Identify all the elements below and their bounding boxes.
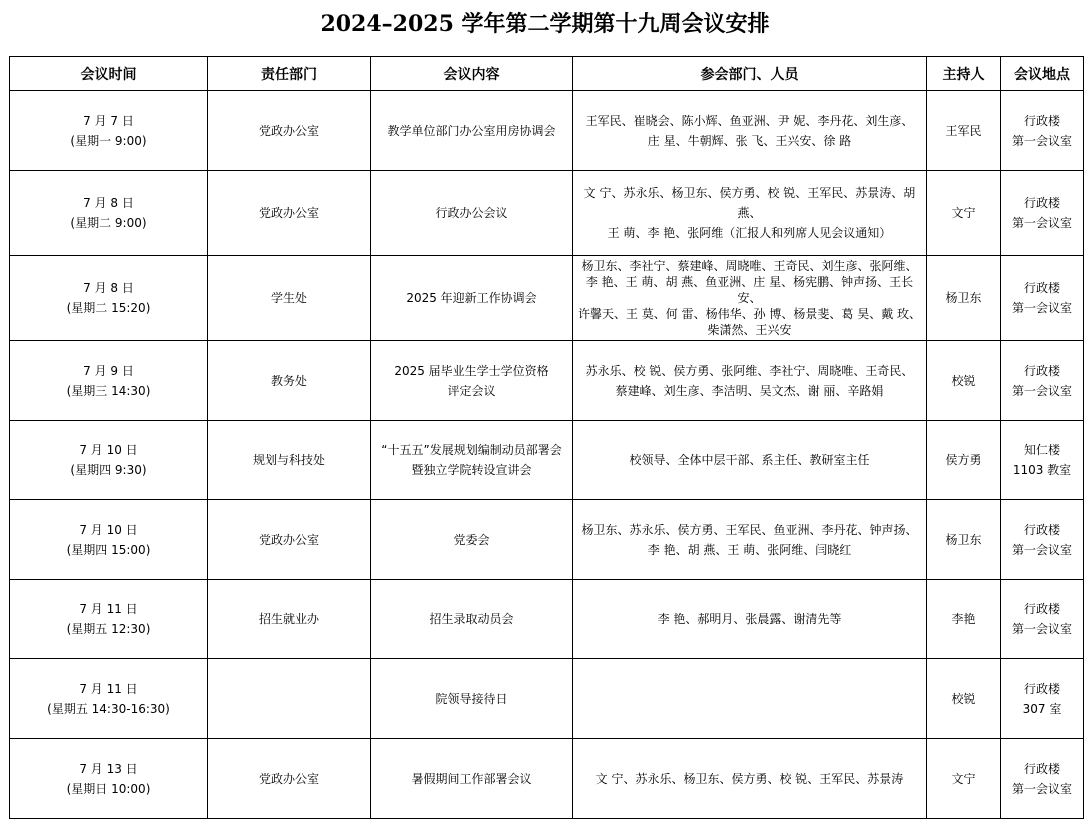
location-room: 第一会议室 [1011, 301, 1072, 315]
attendees-cell [573, 256, 927, 341]
header-content: 会议内容 [371, 57, 573, 91]
location-building: 行政楼 [1023, 681, 1060, 696]
attendees-cell [573, 421, 927, 500]
content-line: 评定会议 [447, 383, 496, 398]
location-building: 行政楼 [1023, 602, 1060, 616]
attendees-cell [573, 500, 927, 580]
attendees-line: 文 宁、苏永乐、杨卫东、侯方勇、校 锐、王军民、苏景涛 [595, 771, 904, 786]
meeting-weekday-time: (星期四 9:30) [70, 463, 147, 477]
content-cell [371, 421, 573, 500]
host-cell: 王军民 [927, 91, 1001, 171]
table-row [10, 91, 1084, 171]
content-line: 招生录取动员会 [429, 612, 514, 626]
department-cell: 党政办公室 [208, 171, 371, 256]
meeting-date: 7 月 10 日 [79, 522, 138, 537]
page-title: 2024–2025 学年第二学期第十九周会议安排 [320, 11, 770, 37]
attendees-line: 柴潇然、王兴安 [707, 323, 792, 337]
attendees-line: 王军民、崔晓会、陈小辉、鱼亚洲、尹 妮、李丹花、刘生彦、 [585, 113, 914, 128]
content-line: 党委会 [453, 532, 490, 547]
location-cell [1001, 739, 1084, 819]
meeting-weekday-time: (星期二 15:20) [66, 301, 151, 315]
content-cell [371, 256, 573, 341]
meeting-time-cell [10, 739, 208, 819]
content-line: “十五五”发展规划编制动员部署会 [381, 443, 562, 457]
location-cell [1001, 659, 1084, 739]
location-building: 行政楼 [1023, 522, 1060, 537]
content-line: 暨独立学院转设宣讲会 [411, 463, 532, 477]
meeting-weekday-time: (星期四 15:00) [66, 542, 151, 557]
meeting-weekday-time: (星期五 12:30) [66, 622, 151, 636]
meeting-time-cell [10, 91, 208, 171]
department-cell: 教务处 [208, 341, 371, 421]
table-header-row [10, 57, 1084, 91]
meeting-time-cell [10, 256, 208, 341]
content-line: 2025 年迎新工作协调会 [406, 291, 537, 305]
location-room: 第一会议室 [1011, 216, 1072, 230]
department-cell [208, 659, 371, 739]
meeting-weekday-time: (星期五 14:30-16:30) [47, 701, 170, 716]
attendees-cell [573, 580, 927, 659]
table-row [10, 500, 1084, 580]
location-room: 第一会议室 [1011, 133, 1072, 148]
meeting-time-cell [10, 341, 208, 421]
meeting-time-cell [10, 659, 208, 739]
meeting-weekday-time: (星期日 10:00) [66, 781, 151, 796]
department-cell: 学生处 [208, 256, 371, 341]
meeting-date: 7 月 10 日 [79, 443, 138, 457]
location-cell [1001, 341, 1084, 421]
table-row [10, 659, 1084, 739]
meeting-time-cell [10, 421, 208, 500]
location-cell [1001, 421, 1084, 500]
attendees-line: 杨卫东、李社宁、蔡建峰、周晓唯、王奇民、刘生彦、张阿维、 [581, 259, 918, 273]
content-cell [371, 739, 573, 819]
location-cell [1001, 171, 1084, 256]
host-cell: 杨卫东 [927, 256, 1001, 341]
location-room: 第一会议室 [1011, 781, 1072, 796]
content-cell [371, 91, 573, 171]
table-row [10, 341, 1084, 421]
table-row [10, 739, 1084, 819]
location-building: 行政楼 [1023, 196, 1060, 210]
content-line: 院领导接待日 [435, 691, 508, 706]
meeting-weekday-time: (星期三 14:30) [66, 383, 151, 398]
header-host: 主持人 [927, 57, 1001, 91]
attendees-line: 苏永乐、校 锐、侯方勇、张阿维、李社宁、周晓唯、王奇民、 [585, 363, 914, 378]
department-cell: 招生就业办 [208, 580, 371, 659]
meeting-time-cell [10, 171, 208, 256]
attendees-cell [573, 91, 927, 171]
meeting-date: 7 月 9 日 [83, 363, 134, 378]
location-cell [1001, 91, 1084, 171]
attendees-line: 蔡建峰、刘生彦、李洁明、吴文杰、谢 丽、辛路娟 [615, 383, 884, 398]
meeting-date: 7 月 7 日 [83, 113, 134, 128]
meeting-date: 7 月 11 日 [79, 681, 138, 696]
attendees-line: 杨卫东、苏永乐、侯方勇、王军民、鱼亚洲、李丹花、钟声扬、 [581, 522, 918, 537]
content-cell [371, 659, 573, 739]
table-row [10, 171, 1084, 256]
department-cell: 党政办公室 [208, 500, 371, 580]
attendees-line: 王 萌、李 艳、张阿维（汇报人和列席人见会议通知） [607, 226, 892, 240]
meeting-weekday-time: (星期一 9:00) [70, 133, 147, 148]
content-cell [371, 500, 573, 580]
host-cell: 侯方勇 [927, 421, 1001, 500]
content-cell [371, 171, 573, 256]
attendees-cell [573, 341, 927, 421]
header-time: 会议时间 [10, 57, 208, 91]
meeting-date: 7 月 13 日 [79, 761, 138, 776]
attendees-line: 许馨天、王 莫、何 雷、杨伟华、孙 博、杨景斐、葛 昊、戴 玫、 [577, 307, 922, 321]
host-cell: 校锐 [927, 341, 1001, 421]
attendees-cell [573, 659, 927, 739]
host-cell: 文宁 [927, 171, 1001, 256]
table-row [10, 256, 1084, 341]
attendees-line: 李 艳、胡 燕、王 萌、张阿维、闫晓红 [647, 542, 852, 557]
host-cell: 文宁 [927, 739, 1001, 819]
location-room: 第一会议室 [1011, 542, 1072, 557]
host-cell: 校锐 [927, 659, 1001, 739]
attendees-cell [573, 171, 927, 256]
table-row [10, 580, 1084, 659]
content-line: 暑假期间工作部署会议 [411, 771, 532, 786]
attendees-cell [573, 739, 927, 819]
location-building: 知仁楼 [1023, 443, 1060, 457]
attendees-line: 李 艳、郝明月、张晨露、谢清先等 [657, 612, 842, 626]
department-cell: 党政办公室 [208, 91, 371, 171]
attendees-line: 李 艳、王 萌、胡 燕、鱼亚洲、庄 星、杨宪鹏、钟声扬、王长安、 [585, 275, 914, 305]
attendees-line: 校领导、全体中层干部、系主任、教研室主任 [629, 453, 870, 467]
header-department: 责任部门 [208, 57, 371, 91]
location-cell [1001, 580, 1084, 659]
location-room: 307 室 [1022, 701, 1062, 716]
content-line: 行政办公会议 [435, 206, 508, 220]
location-building: 行政楼 [1023, 281, 1060, 295]
meeting-time-cell [10, 500, 208, 580]
department-cell: 规划与科技处 [208, 421, 371, 500]
location-cell [1001, 500, 1084, 580]
content-line: 教学单位部门办公室用房协调会 [387, 123, 556, 138]
department-cell: 党政办公室 [208, 739, 371, 819]
host-cell: 杨卫东 [927, 500, 1001, 580]
location-room: 第一会议室 [1011, 622, 1072, 636]
meeting-date: 7 月 8 日 [83, 196, 134, 210]
meeting-date: 7 月 11 日 [79, 602, 138, 616]
content-line: 2025 届毕业生学士学位资格 [394, 363, 549, 378]
location-building: 行政楼 [1023, 363, 1060, 378]
host-cell: 李艳 [927, 580, 1001, 659]
attendees-line: 文 宁、苏永乐、杨卫东、侯方勇、校 锐、王军民、苏景涛、胡 燕、 [583, 186, 916, 220]
header-location: 会议地点 [1001, 57, 1084, 91]
location-cell [1001, 256, 1084, 341]
table-row [10, 421, 1084, 500]
meeting-time-cell [10, 580, 208, 659]
attendees-line: 庄 星、牛朝辉、张 飞、王兴安、徐 路 [647, 133, 852, 148]
content-cell [371, 580, 573, 659]
meeting-weekday-time: (星期二 9:00) [70, 216, 147, 230]
location-building: 行政楼 [1023, 761, 1060, 776]
meeting-date: 7 月 8 日 [83, 281, 134, 295]
location-room: 1103 教室 [1012, 463, 1072, 477]
header-attendees: 参会部门、人员 [573, 57, 927, 91]
meeting-schedule-table [9, 56, 1084, 819]
content-cell [371, 341, 573, 421]
location-room: 第一会议室 [1011, 383, 1072, 398]
location-building: 行政楼 [1023, 113, 1060, 128]
